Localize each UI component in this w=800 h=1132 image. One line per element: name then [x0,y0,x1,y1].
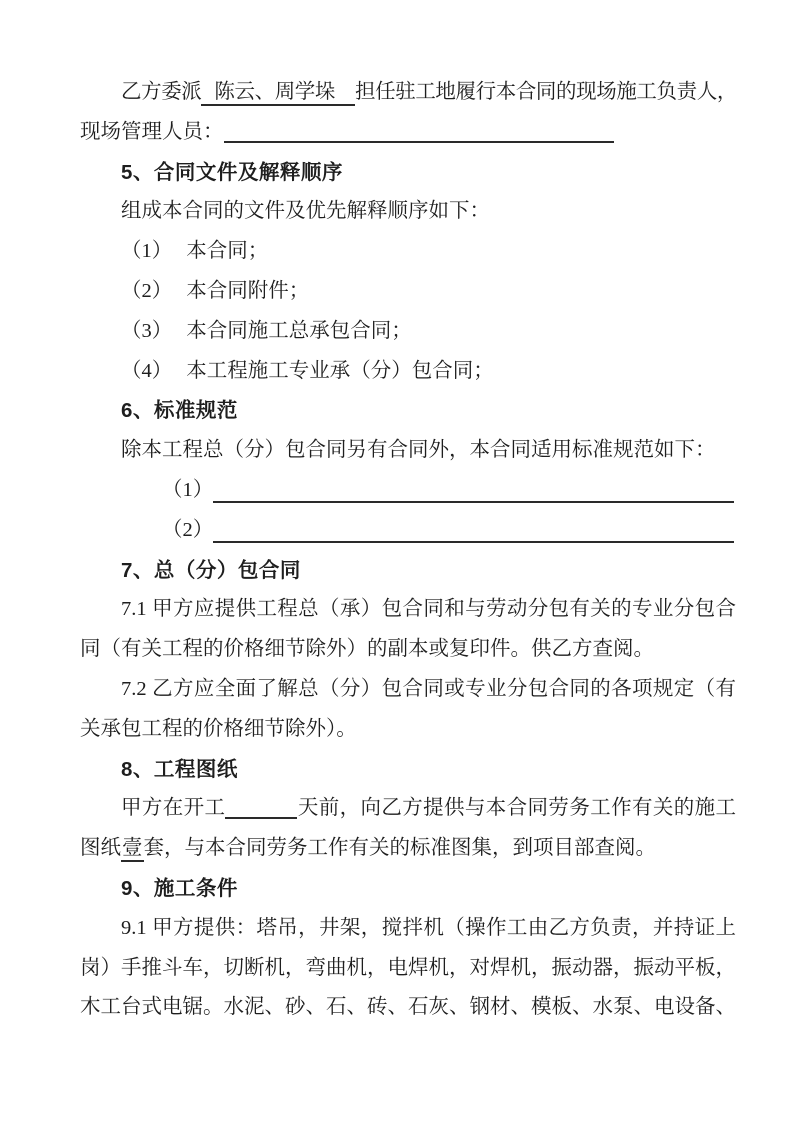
days-blank-underline [225,817,297,819]
section-6-blank-2 [80,511,736,551]
section-6-blank-1 [80,471,736,511]
clause-7-1: 7.1 甲方应提供工程总（承）包合同和与劳动分包有关的专业分包合同（有关工程的价格细节除外）的副本或复印件。供乙方查阅。 [80,598,736,661]
section-5-heading: 5、合同文件及解释顺序 [121,160,343,184]
section-8-body [80,789,736,869]
section-7-heading: 7、总（分）包合同 [121,558,301,582]
section-5-intro: 组成本合同的文件及优先解释顺序如下： [121,200,490,223]
section-8-heading: 8、工程图纸 [121,757,238,781]
list-number: （1） [121,240,173,263]
delegation-suffix: 担任驻工地履行本合同的现场施工负责人， [355,81,737,103]
section-9-heading: 9、施工条件 [121,876,238,900]
list-number: （3） [121,319,173,342]
drawings-suffix: 套，与本合同劳务工作有关的标准图集，到项目部查阅。 [143,837,656,860]
section-5-item-2 [80,272,736,312]
section-6-heading: 6、标准规范 [121,399,238,423]
list-text: 本合同附件； [186,279,310,302]
clause-9-1: 9.1 甲方提供：塔吊，井架，搅拌机（操作工由乙方负责，并持证上岗）手推斗车，切断机，弯曲机，电焊机，对焊机，振动器，振动平板，木工台式电锯。水泥、砂、石、砖、石灰、钢材、模板、水泵、电设备、 [80,916,736,1019]
section-5-item-4 [80,352,736,392]
site-manager-line [80,113,736,153]
drawings-middle: 天前，向乙方提供与本合同劳务工作有关的施工图 [80,797,737,860]
list-text: 本工程施工专业承（分）包合同； [186,359,494,382]
blank-number: （2） [162,518,214,541]
site-manager-blank-underline [224,141,614,143]
drawings-paper-char: 纸 [100,837,121,860]
standard-spec-blank-underline-1 [213,501,734,503]
standard-spec-blank-underline-2 [213,541,734,543]
one-set-underlined: 壹 [121,837,144,862]
clause-7-2: 7.2 乙方应全面了解总（分）包合同或专业分包合同的各项规定（有关承包工程的价格细节除外）。 [80,677,736,740]
section-5-item-1 [80,232,736,272]
delegated-names-blank: 陈云、周学垛 [201,81,355,106]
blank-number: （1） [162,478,214,501]
list-number: （2） [121,279,173,302]
section-6-intro: 除本工程总（分）包合同另有合同外，本合同适用标准规范如下： [121,439,716,462]
site-manager-label: 现场管理人员： [80,120,224,143]
drawings-prefix: 甲方在开工 [121,797,226,820]
list-number: （4） [121,359,173,382]
delegation-prefix: 乙方委派 [121,81,202,103]
section-5-item-3 [80,312,736,352]
list-text: 本合同施工总承包合同； [186,319,412,342]
list-text: 本合同； [186,240,269,263]
delegation-line [80,73,736,113]
